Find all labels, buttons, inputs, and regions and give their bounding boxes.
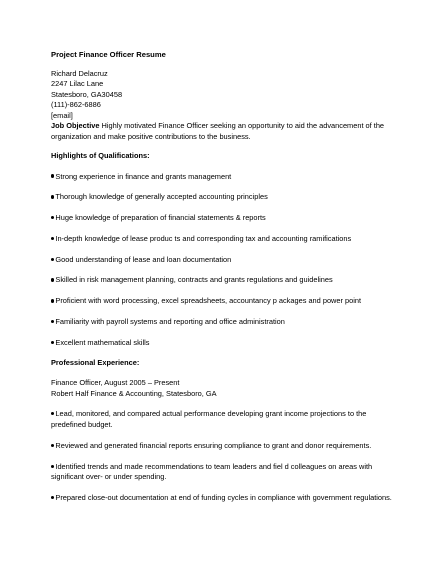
contact-email: [email] [51, 110, 73, 120]
bullet-icon [51, 465, 54, 468]
qualification-item [51, 234, 400, 245]
bullet-icon [51, 237, 54, 240]
duty-item [51, 462, 400, 483]
duty-text: Reviewed and generated financial reports ensuring compliance to grant and donor requirements. [55, 440, 372, 450]
duty-item [51, 493, 400, 504]
bullet-icon [51, 174, 54, 177]
duties-list [51, 409, 400, 504]
job-objective-label: Job Objective [51, 121, 100, 130]
contact-city: Statesboro, GA30458 [51, 89, 123, 99]
qualifications-list [51, 172, 400, 349]
duty-text: Lead, monitored, and compared actual performance developing grant income projections to the predefined budget. [51, 409, 367, 429]
bullet-icon [51, 278, 54, 281]
job-objective-text: Highly motivated Finance Officer seeking an opportunity to aid the advancement of the organization and make positive contributions to the business. [51, 121, 385, 141]
contact-block [51, 69, 400, 122]
duty-item [51, 409, 400, 430]
qualification-item [51, 172, 400, 183]
bullet-icon [51, 496, 54, 499]
qualification-text: Skilled in risk management planning, contracts and grants regulations and guidelines [55, 275, 333, 285]
qualification-text: Excellent mathematical skills [55, 337, 150, 347]
bullet-icon [51, 341, 54, 344]
duty-text: Identified trends and made recommendations to team leaders and fiel d colleagues on areas with significant over- or under spending. [51, 461, 373, 482]
duty-text: Prepared close-out documentation at end of funding cycles in compliance with government regulations. [55, 493, 392, 503]
qualification-text: Huge knowledge of preparation of financial statements & reports [55, 213, 266, 223]
duty-item [51, 441, 400, 452]
bullet-icon [51, 412, 54, 415]
bullet-icon [51, 258, 54, 261]
bullet-icon [51, 216, 54, 219]
contact-phone: (111)-862-6886 [51, 100, 101, 109]
job-company: Robert Half Finance & Accounting, Statesboro, GA [51, 388, 217, 398]
contact-street: 2247 Lilac Lane [51, 79, 104, 88]
job-header [51, 378, 400, 399]
qualification-item [51, 213, 400, 224]
qualification-text: Thorough knowledge of generally accepted accounting principles [55, 192, 268, 202]
bullet-icon [51, 320, 54, 323]
contact-name: Richard Delacruz [51, 68, 108, 78]
qualification-item [51, 338, 400, 349]
qualification-text: Strong experience in finance and grants management [55, 171, 232, 181]
qualification-text: Familiarity with payroll systems and reporting and office administration [55, 317, 285, 327]
bullet-icon [51, 195, 54, 198]
qualification-item [51, 192, 400, 203]
job-objective [51, 121, 400, 142]
qualification-item [51, 317, 400, 328]
qualification-text: Proficient with word processing, excel spreadsheets, accountancy p ackages and power point [55, 296, 362, 306]
qualification-item [51, 255, 400, 266]
resume-title: Project Finance Officer Resume [51, 50, 166, 59]
experience-heading: Professional Experience: [51, 357, 140, 367]
qualification-text: In-depth knowledge of lease produc ts and corresponding tax and accounting ramifications [55, 233, 352, 243]
bullet-icon [51, 444, 54, 447]
bullet-icon [51, 299, 54, 302]
qualification-item [51, 296, 400, 307]
qualifications-heading: Highlights of Qualifications: [51, 151, 150, 160]
job-title: Finance Officer, August 2005 – Present [51, 378, 180, 388]
qualification-item [51, 275, 400, 286]
qualification-text: Good understanding of lease and loan documentation [55, 254, 232, 264]
